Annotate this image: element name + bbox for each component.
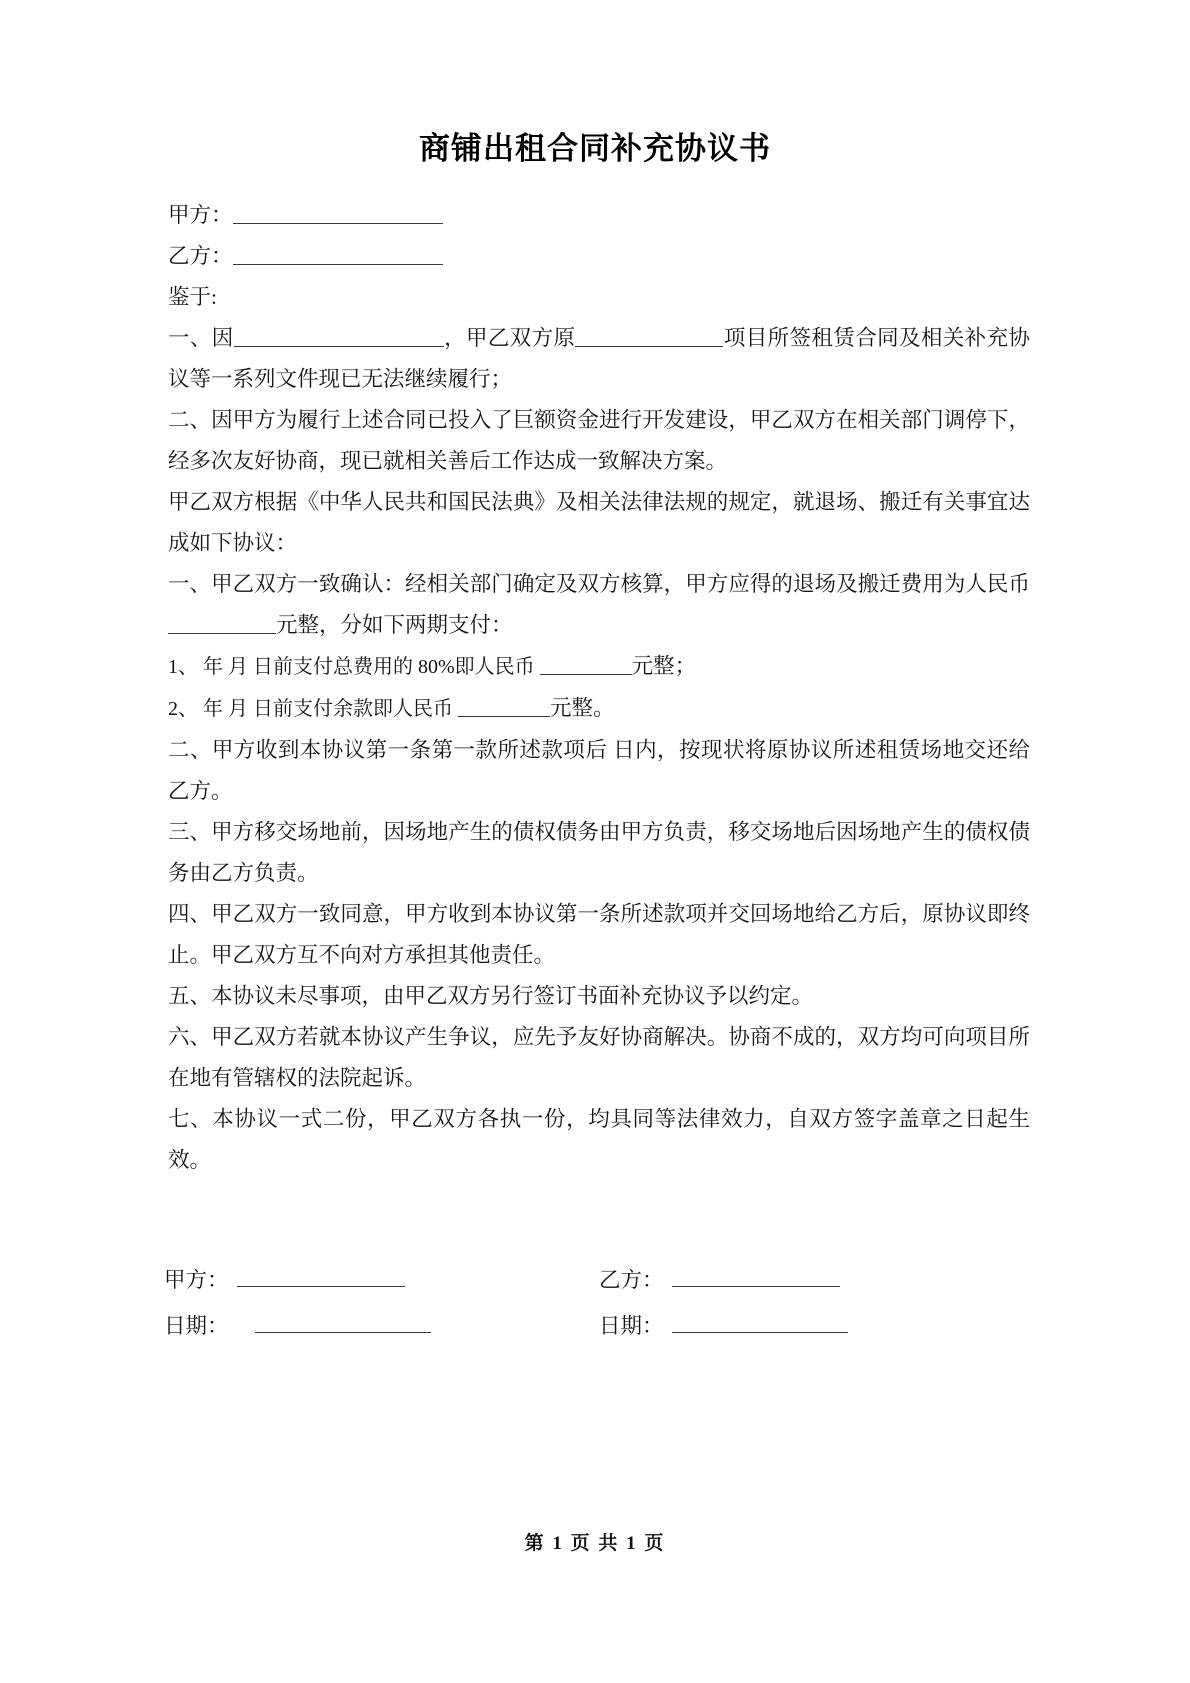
signature-date-b [599, 1303, 1034, 1349]
recital-1-prefix: 一、因 [168, 326, 234, 351]
signature-block [156, 1181, 1034, 1349]
page-title: 商铺出租合同补充协议书 [419, 131, 771, 166]
signature-date-a-blank[interactable] [255, 1311, 431, 1334]
recital-1-blank-2[interactable] [575, 325, 723, 348]
paragraph-clause-6: 六、甲乙双方若就本协议产生争议，应先予友好协商解决。协商不成的，双方均可向项目所在地有管辖权的法院起诉。 [168, 1025, 1030, 1091]
signature-party-b [599, 1257, 1034, 1303]
paragraph-clause-5: 五、本协议未尽事项，由甲乙双方另行签订书面补充协议予以约定。 [168, 984, 814, 1009]
signature-party-a-blank[interactable] [237, 1265, 405, 1288]
recital-label: 鉴于: [168, 285, 217, 310]
paragraph-clause-7: 七、本协议一式二份，甲乙双方各执一份，均具同等法律效力，自双方签字盖章之日起生效。 [168, 1107, 1030, 1173]
recital-1-mid-1: ，甲乙双方原 [443, 326, 576, 351]
signature-row-names [164, 1257, 1034, 1303]
document-body [160, 167, 1030, 1181]
clause-1-item-2-blank[interactable] [458, 695, 550, 718]
clause-1-prefix: 一、甲乙双方一致确认：经相关部门确定及双方核算，甲方应得的退场及搬迁费用为人民币 [168, 572, 1030, 597]
field-party-a-blank[interactable] [233, 202, 443, 225]
paragraph-clause-1-item-2 [168, 688, 1030, 730]
paragraph-clause-1-item-1 [168, 646, 1030, 688]
signature-party-a-label: 甲方： [164, 1268, 229, 1293]
page-footer: 第 1 页 共 1 页 [524, 1533, 666, 1554]
paragraph-clause-2: 二、甲方收到本协议第一条第一款所述款项后 日内，按现状将原协议所述租赁场地交还给乙方。 [168, 738, 1030, 804]
signature-party-b-blank[interactable] [672, 1265, 840, 1288]
clause-1-item-2-prefix: 2、 年 月 日前支付余款即人民币 [168, 698, 458, 721]
clause-1-item-1-blank[interactable] [540, 653, 632, 676]
paragraph-recital-1 [168, 318, 1030, 400]
recital-1-blank-1[interactable] [234, 325, 444, 348]
signature-date-a [164, 1303, 599, 1349]
signature-date-a-label: 日期： [164, 1314, 229, 1339]
field-party-b [168, 236, 1030, 277]
signature-date-b-label: 日期： [599, 1314, 664, 1339]
clause-1-item-2-suffix: 元整。 [550, 696, 615, 721]
field-party-b-label: 乙方： [168, 244, 233, 269]
clause-1-item-1-prefix: 1、 年 月 日前支付总费用的 80%即人民币 [168, 656, 540, 679]
field-party-b-blank[interactable] [233, 243, 443, 266]
clause-1-suffix: 元整，分如下两期支付： [276, 613, 513, 638]
signature-date-b-blank[interactable] [672, 1311, 848, 1334]
paragraph-clause-3: 三、甲方移交场地前，因场地产生的债权债务由甲方负责，移交场地后因场地产生的债权债务由乙方负责。 [168, 820, 1030, 886]
signature-row-dates [164, 1303, 1034, 1349]
clause-1-amount-blank[interactable] [168, 612, 276, 635]
clause-1-item-1-suffix: 元整； [631, 654, 697, 679]
signature-party-b-label: 乙方： [599, 1268, 664, 1293]
paragraph-recital-2: 二、因甲方为履行上述合同已投入了巨额资金进行开发建设，甲乙双方在相关部门调停下，经多次友好协商，现已就相关善后工作达成一致解决方案。 [168, 408, 1030, 474]
recital-1-mid-2: 项目所签租赁合同及相关补充协议等一系列文件现已无法继续履行； [168, 326, 1030, 392]
paragraph-clause-4: 四、甲乙双方一致同意，甲方收到本协议第一条所述款项并交回场地给乙方后，原协议即终止。甲乙双方互不向对方承担其他责任。 [168, 902, 1030, 968]
field-party-a-label: 甲方： [168, 203, 233, 228]
paragraph-clause-1 [168, 564, 1030, 646]
signature-party-a [164, 1257, 599, 1303]
paragraph-legal-basis: 甲乙双方根据《中华人民共和国民法典》及相关法律法规的规定，就退场、搬迁有关事宜达成如下协议： [168, 490, 1030, 556]
field-party-a [168, 195, 1030, 236]
